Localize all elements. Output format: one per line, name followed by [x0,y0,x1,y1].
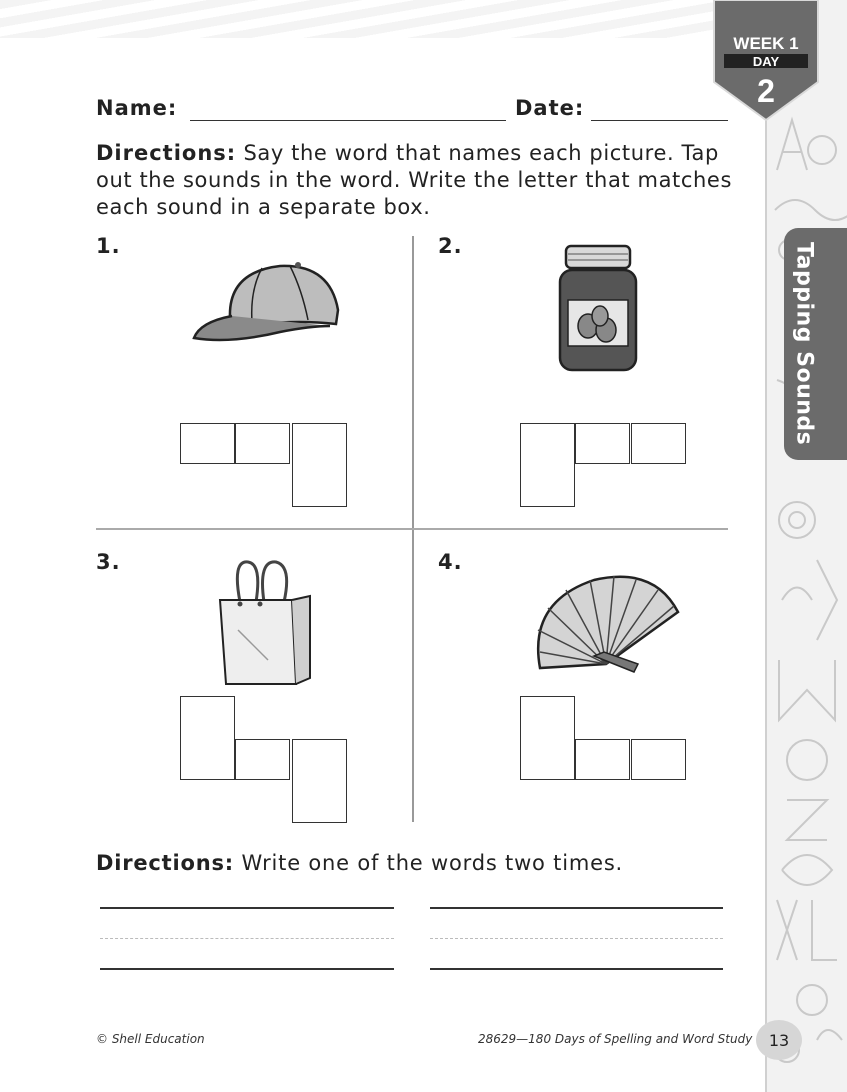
page-number: 13 [756,1020,802,1060]
date-field-line[interactable] [591,120,728,121]
name-label: Name: [96,96,178,120]
letter-box[interactable] [520,423,575,507]
writing-midline-left [100,938,394,939]
letter-box[interactable] [180,696,235,780]
letter-box[interactable] [292,423,347,507]
directions-1-text: Say the word that names each picture. Tap out the sounds in the word. Write the letter that matches each sound in a separate box. [96,141,732,219]
footer-book-title: 28629—180 Days of Spelling and Word Study [478,1032,753,1046]
directions-1 [96,140,736,221]
day-label: DAY [752,54,780,69]
directions-2 [96,851,623,875]
jam-jar-icon [556,244,640,374]
letter-box[interactable] [631,739,686,780]
item-3-number: 3. [96,550,121,574]
writing-line-top-right[interactable] [430,907,723,909]
letter-box[interactable] [520,696,575,780]
letter-box[interactable] [631,423,686,464]
letter-box[interactable] [180,423,235,464]
letter-box[interactable] [575,739,630,780]
item-1-number: 1. [96,234,121,258]
fan-icon [534,572,682,676]
doodle-letters-pattern [767,0,847,1092]
bag-icon [218,560,314,690]
letter-box[interactable] [292,739,347,823]
item-2-number: 2. [438,234,463,258]
writing-line-top-left[interactable] [100,907,394,909]
directions-1-label: Directions: [96,141,237,165]
cap-icon [190,260,340,350]
directions-2-label: Directions: [96,851,234,875]
week-label: WEEK 1 [733,34,799,53]
letter-box[interactable] [235,739,290,780]
grid-horizontal-divider [96,528,728,530]
directions-2-text: Write one of the words two times. [234,851,624,875]
footer-copyright: © Shell Education [96,1032,205,1046]
writing-midline-right [430,938,723,939]
date-label: Date: [515,96,585,120]
letter-box[interactable] [235,423,290,464]
week-day-badge [712,0,820,122]
letter-box[interactable] [575,423,630,464]
day-number: 2 [757,73,775,109]
name-field-line[interactable] [190,120,506,121]
decorative-sidebar [765,0,847,1092]
writing-line-bottom-left[interactable] [100,968,394,970]
writing-line-bottom-right[interactable] [430,968,723,970]
item-4-number: 4. [438,550,463,574]
section-tab-label: Tapping Sounds [791,242,817,446]
